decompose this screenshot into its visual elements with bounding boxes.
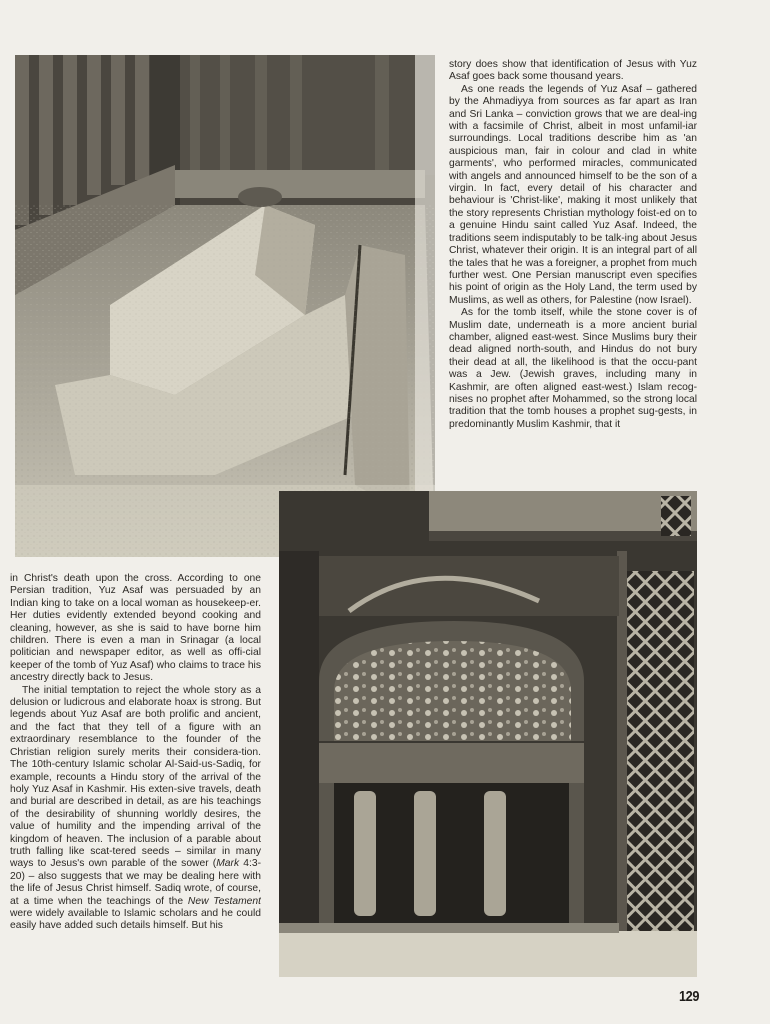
scripture-reference: Mark (216, 858, 240, 870)
paragraph: As one reads the legends of Yuz Asaf – gathered by the Ahmadiyya from sources as far apart as Iran and Sri Lanka – conviction grows that we are deal-ing with a facsimile of Christ, albeit in most unfamil-iar surroundings. Local traditions describe him as 'an auspicious man, fair in colour and clad in white garments', who performed miracles, communicated with angels and announced himself to be the son of a virgin. In fact, every detail of his character and behaviour is 'Christ-like', making it most unlikely that the story represents Christian mythology foist-ed on to a genuine Hindu saint called Yuz Asaf. Indeed, the traditions seem indisputably to be talk-ing about Jesus Christ, whatever their origin. It is an integral part of all the tales that he was a foreigner, a prophet from much further west. One Persian manuscript even specifies his point of origin as the Holy Land, the term used by Muslims, as well as others, for Palestine (now Israel). (449, 83, 697, 306)
page-number: 129 (679, 988, 700, 1005)
article-column-right (449, 59, 697, 487)
text-run: were widely available to Islamic scholars and he could easily have added such details himself. But his (10, 907, 261, 932)
tomb-photo (15, 55, 435, 557)
paragraph: As for the tomb itself, while the stone cover is of Muslim date, underneath is a more ancient burial chamber, aligned east-west. Since Muslims bury their dead aligned north-south, and Hindus do not bury their dead at all, the likelihood is that the occu-pant was a Jew. (Jewish graves, including many in Kashmir, are often aligned east-west.) Islam recog-nises no prophet after Mohammed, so the strong local tradition that the tomb houses a prophet sug-gests, in predominantly Muslim Kashmir, that it (449, 307, 697, 430)
shrine-lattice-photo (279, 491, 697, 977)
book-title: New Testament (187, 895, 261, 907)
paragraph: story does show that identification of Jesus with Yuz Asaf goes back some thousand years. (449, 59, 697, 83)
paragraph (10, 685, 261, 933)
text-run: The initial temptation to reject the whole story as a delusion or ludicrous and elaborate hoax is strong. But legends about Yuz Asaf are both prolific and ancient, and the fact that they tell of a figure with an extraordinary resemblance to the founder of the Christian religion surely merits their considera-tion. The 10th-century Islamic scholar Al-Said-us-Sadiq, for example, recounts a Hindu story of the arrival of the holy Yuz Asaf in Kashmir. His exten-sive travels, death and burial are described in detail, as are his teachings of the desirability of shunning worldly desires, the value of humility and the impending arrival of the kingdom of heaven. The inclusion of a parable about truth falling like scat-tered seeds – similar in many ways to Jesus's own parable of the sower ( (10, 684, 261, 870)
text-run: 4:3-20) – also suggests that we may be dealing here with the life of Jesus Christ himself. Sadiq wrote, of course, at a time when the teachings of the (10, 858, 261, 907)
article-column-left (10, 573, 261, 985)
paragraph: in Christ's death upon the cross. According to one Persian tradition, Yuz Asaf was persuaded by an Indian king to take on a local woman as housekeep-er. Her duties evidently extended beyond cooking and cleaning, however, as she is said to have borne him children. There is even a man in Srinagar (a local politician and newspaper editor, as well as offi-cial keeper of the tomb of Yuz Asaf) who claims to trace his ancestry directly back to Jesus. (10, 573, 261, 684)
